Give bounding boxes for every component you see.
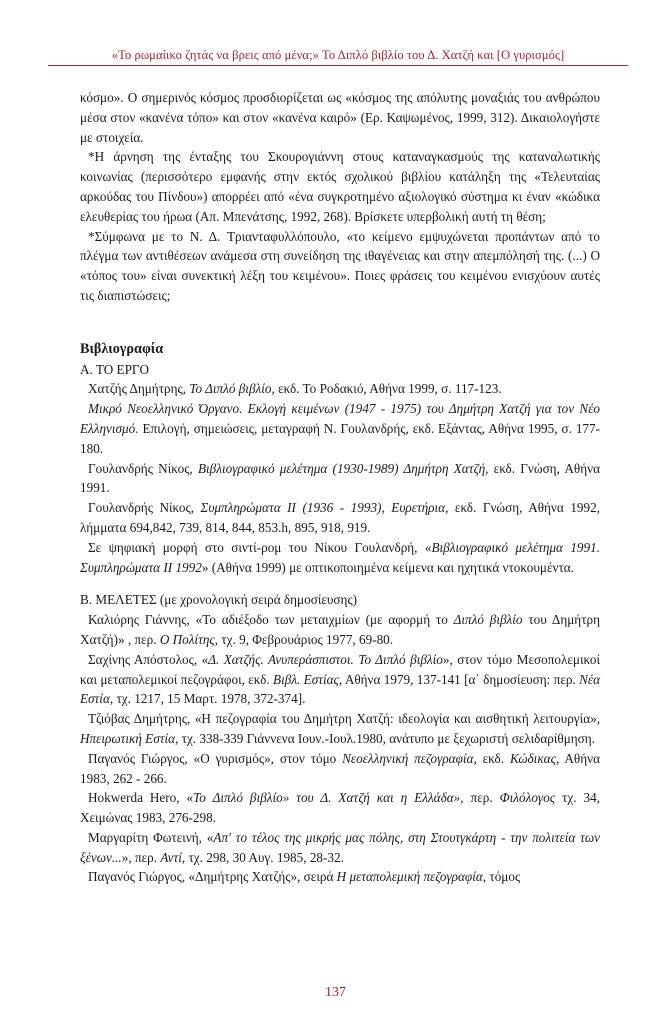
- entry-details: » (Αθήνα 1999) με οπτικοποιημένα κείμενα και ηχητικά ντοκουμέντα.: [201, 559, 574, 575]
- section-spacer: [80, 577, 600, 590]
- entry-details: , τχ. 1217, 15 Μαρτ. 1978, 372-374].: [109, 691, 306, 707]
- entry-text: Hokwerda Hero, «: [88, 790, 194, 806]
- entry-series: Η μεταπολεμική πεζογραφία: [336, 869, 483, 885]
- body-paragraph-2: *Η άρνηση της ένταξης του Σκουρογιάννη στους καταναγκασμούς της καταναλωτικής κοινωνίας (περισσότερο εμφανής στην εκτός σχολικού βιβλίου κατάληξη της «Τελευταίας αρκούδας του Πίνδου») απορρέει από «ένα συγκροτημένο αξιολογικό σύστημα κι έναν «κώδικα ελευθερίας του ήρωα (Απ. Μπενάτσης, 1992, 268). Βρίσκετε υπερβολική αυτή τη θέση;: [80, 149, 600, 224]
- entry-title: Μικρό Νεοελληνικό Όργανο. Εκλογή κειμένων (1947 - 1975) του Δημήτρη Χατζή για τον Νέο Ελληνισμό.: [80, 401, 600, 436]
- running-head-rule: [48, 65, 628, 66]
- entry-title: Διπλό βιβλίο: [453, 612, 523, 628]
- entry-publisher: Κώδικας: [509, 750, 556, 766]
- running-head: «Το ρωμαίικο ζητάς να βρεις από μένα;» Το Διπλό βιβλίο του Δ. Χατζή και [Ο γυρισμός]: [111, 48, 565, 62]
- entry-title: Βιβλιογραφικό μελέτημα 1991. Συμπληρώματα ΙΙ 1992: [80, 539, 601, 575]
- entry-author: Γουλανδρής Νίκος,: [88, 460, 198, 476]
- entry-journal: Ο Πολίτης: [159, 631, 215, 647]
- entry-details: , Αθήνα 1983, 262 - 266.: [80, 750, 601, 786]
- section-spacer: [80, 306, 600, 340]
- entry-details: , τχ. 298, 30 Αυγ. 1985, 28-32.: [181, 849, 344, 865]
- bibliography-entry: [80, 867, 600, 887]
- entry-details: , εκδ. Γνώση, Αθήνα 1991.: [80, 460, 600, 496]
- entry-details: Επιλογή, σημειώσεις, μεταγραφή Ν. Γουλανδρής, εκδ. Εξάντας, Αθήνα 1995, σ. 177-180.: [80, 420, 600, 456]
- entry-text: Παγανός Γιώργος, «Ο γυρισμός», στον τόμο: [88, 750, 343, 766]
- entry-text: του Δημήτρη Χατζή)» , περ.: [80, 612, 600, 647]
- bibliography-entry: [80, 749, 600, 789]
- entry-text: Παγανός Γιώργος, «Δημήτρης Χατζής», σειρά: [88, 869, 337, 885]
- entry-text: Σαχίνης Απόστολος, «: [88, 651, 209, 667]
- entry-text: Μαργαρίτη Φωτεινή, «: [88, 829, 214, 845]
- entry-details: τχ. 34, Χειμώνας 1983, 276-298.: [80, 790, 600, 826]
- entry-title: Δ. Χατζής. Ανυπεράσπιστοι. Το Διπλό βιβλίο: [208, 651, 443, 667]
- bibliography-entry: [80, 379, 600, 399]
- bibliography-entry: [80, 610, 600, 650]
- entry-journal: Αντί: [160, 849, 182, 865]
- entry-text: Σε ψηφιακή μορφή στο σιντί-ρομ του Νίκου Γουλανδρή, «: [88, 539, 432, 555]
- bibliography-entry: [80, 709, 600, 749]
- entry-details: , τόμος: [482, 869, 521, 885]
- entry-text: », στον τόμο Μεσοπολεμικοί και μεταπολεμικοί πεζογράφοι, εκδ.: [80, 651, 601, 687]
- entry-title: Ευρετήρια: [391, 500, 446, 516]
- entry-title: Το Διπλό βιβλίο» του Δ. Χατζή και η Ελλάδα»: [193, 790, 461, 806]
- entry-title: Νεοελληνική πεζογραφία: [342, 750, 474, 766]
- bibliography-entry: [80, 538, 600, 578]
- entry-text: Τζιόβας Δημήτρης, «Η πεζογραφία του Δημήτρη Χατζή: ιδεολογία και αισθητική λειτουργία»,: [88, 711, 600, 727]
- entry-details: , εκδ. Γνώση, Αθήνα 1992, λήμματα 694,842, 739, 814, 844, 853.h, 895, 918, 919.: [80, 500, 601, 535]
- bibliography-heading: Βιβλιογραφία: [80, 340, 164, 357]
- main-text: [80, 88, 600, 887]
- entry-title: Απ' το τέλος της μικρής μας πόλης, στη Στουτγκάρτη - την πολιτεία των ξένων...: [80, 829, 600, 865]
- bibliography-entry: [80, 650, 600, 709]
- entry-journal: Ηπειρωτική Εστία: [80, 730, 176, 746]
- entry-text: », περ.: [121, 849, 161, 865]
- entry-details: , τχ. 9, Φεβρουάριος 1977, 69-80.: [214, 631, 394, 647]
- entry-text: Καλιόρης Γιάννης, «Το αδιέξοδο των μεταιχμίων (με αφορμή το: [88, 612, 454, 628]
- entry-details: , τχ. 338-339 Γιάννενα Ιουν.-Ιουλ.1980, ανάτυπο με ξεχωριστή σελιδαρίθμηση.: [175, 730, 595, 746]
- entry-title: Βιβλιογραφικό μελέτημα (1930-1989) Δημήτρη Χατζή: [197, 460, 486, 476]
- bibliography-entry: [80, 788, 600, 828]
- entry-title: Το Διπλό βιβλίο: [189, 381, 272, 397]
- page-number: 137: [325, 985, 346, 1000]
- bibliography-entry: [80, 828, 600, 868]
- entry-author: Χατζής Δημήτρης,: [88, 381, 190, 397]
- entry-journal: Νέα Εστία: [80, 671, 600, 707]
- entry-author: Γουλανδρής Νίκος,: [88, 500, 201, 516]
- entry-details: , εκδ. Το Ροδακιό, Αθήνα 1999, σ. 117-123.: [271, 381, 502, 397]
- body-paragraph-3: *Σύμφωνα με το Ν. Δ. Τριανταφυλλόπουλο, «το κείμενο εμψυχώνεται προπάντων από το πλέγμα των αντιθέσεων ανάμεσα στη συνείδηση της ιθαγένειας και στην απεμπόλησή της. (...) Ο «τόπος του» είναι συνεκτική λέξη του κειμένου». Ποιες φράσεις του κειμένου ενισχύουν αυτές τις διαπιστώσεις;: [80, 228, 600, 303]
- entry-title: Συμπληρώματα ΙΙ (1936 - 1993): [200, 500, 382, 516]
- bibliography-entry: [80, 399, 600, 458]
- entry-text: , Αθήνα 1979, 137-141 [α΄ δημοσίευση: περ.: [338, 671, 580, 687]
- entry-separator: ,: [381, 500, 392, 516]
- section-a-heading: Α. ΤΟ ΕΡΓΟ: [80, 361, 150, 377]
- section-b-heading: Β. ΜΕΛΕΤΕΣ (με χρονολογική σειρά δημοσίευσης): [80, 592, 358, 608]
- entry-publisher: Βιβλ. Εστίας: [273, 671, 339, 687]
- entry-text: , εκδ.: [473, 750, 510, 766]
- bibliography-entry: [80, 459, 600, 499]
- entry-text: , περ.: [460, 790, 500, 806]
- bibliography-entry: [80, 498, 600, 538]
- entry-journal: Φιλόλογος: [499, 790, 556, 806]
- body-paragraph-1: κόσμο». Ο σημερινός κόσμος προσδιορίζεται ως «κόσμος της απόλυτης μοναξιάς του ανθρώπου μέσα στον «κανένα τόπο» και στον «κανένα καιρό» (Ερ. Καψωμένος, 1999, 312). Δικαιολογήστε με στοιχεία.: [80, 90, 600, 145]
